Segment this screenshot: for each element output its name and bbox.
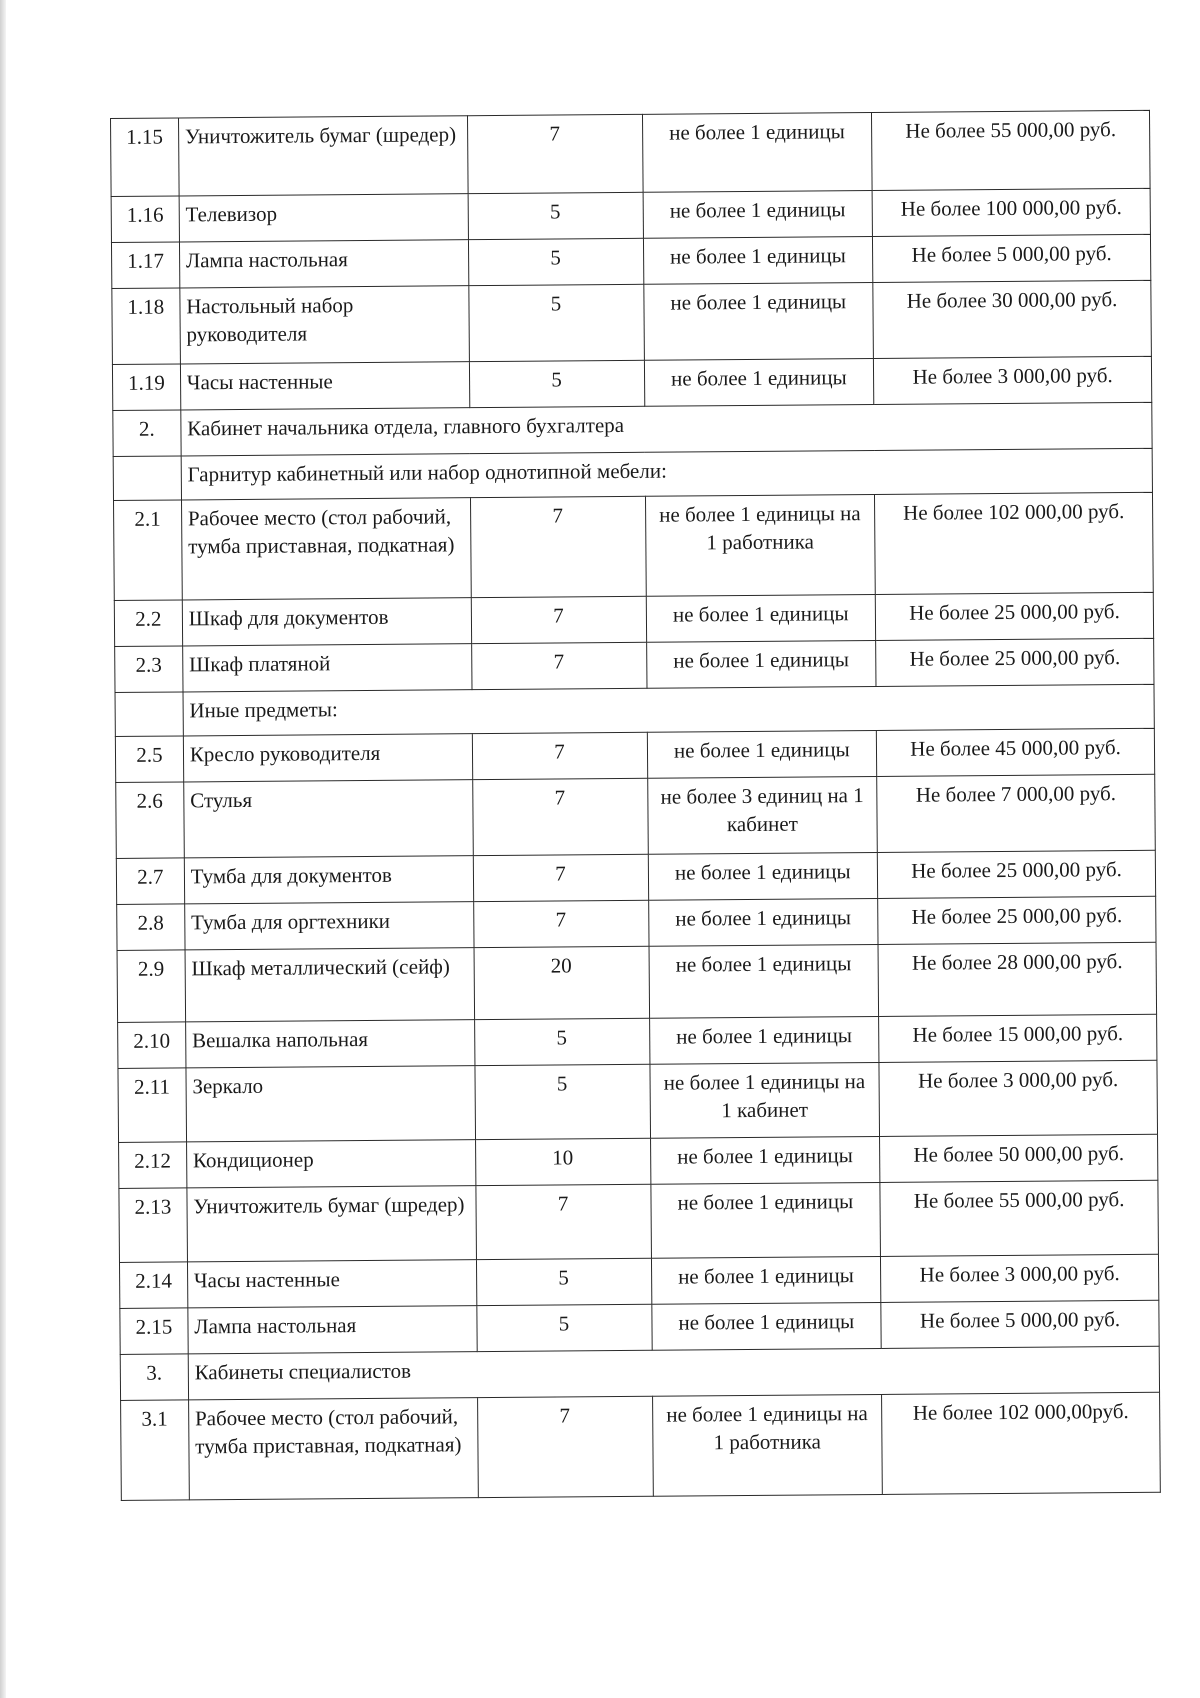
table-row	[118, 1060, 1158, 1142]
quantity-cell: не более 1 единицы	[651, 1256, 881, 1304]
quantity-cell: не более 1 единицы	[646, 641, 876, 689]
price-cell: Не более 45 000,00 руб.	[877, 728, 1155, 776]
price-cell: Не более 3 000,00 руб.	[879, 1060, 1157, 1136]
section-number-cell: 3.	[120, 1354, 188, 1401]
section-number-cell: 2.	[113, 410, 181, 457]
item-name-cell: Часы настенные	[187, 1260, 476, 1308]
table-row	[112, 356, 1151, 410]
price-cell: Не более 15 000,00 руб.	[879, 1014, 1157, 1062]
quantity-cell: не более 1 единицы	[644, 359, 874, 407]
service-years-cell: 7	[475, 1184, 651, 1259]
item-name-cell: Настольный набор руководителя	[180, 286, 469, 364]
table-row	[117, 942, 1157, 1022]
item-number-cell: 2.15	[120, 1308, 188, 1355]
item-number-cell: 3.1	[121, 1400, 190, 1501]
item-name-cell: Телевизор	[179, 194, 468, 242]
item-number-cell: 1.15	[111, 118, 179, 197]
item-name-cell: Шкаф металлический (сейф)	[185, 948, 474, 1022]
table-row	[121, 1392, 1161, 1500]
table-row	[117, 896, 1156, 950]
price-cell: Не более 102 000,00 руб.	[875, 492, 1154, 594]
table-row	[111, 234, 1150, 288]
section-row	[113, 402, 1152, 456]
item-name-cell: Зеркало	[186, 1066, 475, 1142]
service-years-cell: 5	[476, 1304, 651, 1351]
quantity-cell: не более 1 единицы	[643, 283, 873, 361]
table-row	[112, 280, 1152, 364]
price-cell: Не более 25 000,00 руб.	[875, 592, 1153, 640]
price-cell: Не более 7 000,00 руб.	[877, 774, 1155, 852]
table-row	[111, 188, 1150, 242]
price-cell: Не более 50 000,00 руб.	[880, 1134, 1158, 1182]
service-years-cell: 7	[472, 778, 648, 855]
price-cell: Не более 5 000,00 руб.	[881, 1300, 1159, 1348]
service-years-cell: 7	[471, 596, 646, 643]
service-years-cell: 5	[474, 1018, 649, 1065]
service-years-cell: 7	[472, 732, 647, 779]
item-name-cell: Лампа настольная	[188, 1306, 477, 1354]
item-number-cell: 2.8	[117, 904, 185, 951]
price-cell: Не более 3 000,00 руб.	[881, 1254, 1159, 1302]
quantity-cell: не более 1 единицы	[650, 1136, 880, 1184]
section-title-cell: Гарнитур кабинетный или набор однотипной мебели:	[181, 448, 1153, 500]
item-number-cell: 2.7	[116, 858, 184, 905]
service-years-cell: 7	[467, 114, 643, 193]
price-cell: Не более 25 000,00 руб.	[876, 638, 1154, 686]
item-number-cell: 1.19	[112, 364, 180, 411]
price-cell: Не более 55 000,00 руб.	[872, 110, 1150, 190]
service-years-cell: 7	[471, 642, 646, 689]
section-number-cell	[113, 456, 181, 501]
price-cell: Не более 25 000,00 руб.	[878, 896, 1156, 944]
table-row	[119, 1254, 1158, 1308]
service-years-cell: 7	[473, 900, 648, 947]
price-cell: Не более 30 000,00 руб.	[873, 280, 1151, 358]
quantity-cell: не более 1 единицы	[643, 237, 873, 285]
price-cell: Не более 100 000,00 руб.	[872, 188, 1150, 236]
item-number-cell: 2.5	[115, 736, 183, 783]
section-title-cell: Кабинет начальника отдела, главного бухгалтера	[181, 402, 1153, 456]
service-years-cell: 20	[474, 946, 650, 1019]
quantity-cell: не более 1 единицы	[651, 1302, 881, 1350]
quantity-cell: не более 1 единицы	[649, 944, 879, 1018]
item-name-cell: Кондиционер	[186, 1140, 475, 1188]
section-title-cell: Иные предметы:	[183, 684, 1155, 736]
price-cell: Не более 55 000,00 руб.	[880, 1180, 1158, 1256]
quantity-cell: не более 1 единицы	[648, 852, 878, 900]
service-years-cell: 5	[476, 1258, 651, 1305]
item-name-cell: Кресло руководителя	[183, 734, 472, 782]
quantity-cell: не более 1 единицы	[642, 113, 872, 193]
table-row	[115, 728, 1154, 782]
quantity-cell: не более 1 единицы	[646, 595, 876, 643]
section-title-cell: Кабинеты специалистов	[188, 1346, 1160, 1400]
table-row	[119, 1180, 1159, 1262]
quantity-cell: не более 1 единицы	[643, 191, 873, 239]
item-name-cell: Уничтожитель бумаг (шредер)	[178, 116, 467, 196]
item-number-cell: 2.11	[118, 1068, 186, 1143]
item-name-cell: Лампа настольная	[179, 240, 468, 288]
price-cell: Не более 102 000,00руб.	[882, 1392, 1161, 1494]
service-years-cell: 5	[468, 192, 643, 239]
item-name-cell: Шкаф для документов	[182, 598, 471, 646]
service-years-cell: 5	[474, 1064, 650, 1139]
quantity-cell: не более 3 единиц на 1 кабинет	[647, 776, 877, 854]
service-years-cell: 5	[468, 238, 643, 285]
quantity-cell: не более 1 единицы на 1 работника	[652, 1394, 882, 1496]
quantity-cell: не более 1 единицы	[648, 898, 878, 946]
section-row	[120, 1346, 1159, 1400]
item-number-cell: 2.13	[119, 1188, 187, 1263]
item-name-cell: Шкаф платяной	[182, 644, 471, 692]
service-years-cell: 5	[469, 360, 644, 407]
item-name-cell: Часы настенные	[180, 362, 469, 410]
table-row	[114, 592, 1153, 646]
item-name-cell: Вешалка напольная	[185, 1020, 474, 1068]
price-cell: Не более 25 000,00 руб.	[877, 850, 1155, 898]
table-row	[116, 774, 1156, 858]
item-number-cell: 1.16	[111, 196, 179, 243]
service-years-cell: 7	[470, 496, 646, 597]
service-years-cell: 7	[477, 1396, 653, 1497]
table-body	[111, 110, 1161, 1500]
price-cell: Не более 3 000,00 руб.	[874, 356, 1152, 404]
item-number-cell: 2.3	[115, 646, 183, 693]
item-number-cell: 2.10	[118, 1022, 186, 1069]
item-number-cell: 2.12	[119, 1142, 187, 1189]
item-name-cell: Уничтожитель бумаг (шредер)	[187, 1186, 476, 1262]
price-cell: Не более 5 000,00 руб.	[873, 234, 1151, 282]
table-row	[111, 110, 1151, 196]
scan-edge	[0, 0, 6, 1698]
price-cell: Не более 28 000,00 руб.	[878, 942, 1156, 1016]
table-row	[116, 850, 1155, 904]
quantity-cell: не более 1 единицы	[649, 1016, 879, 1064]
item-number-cell: 2.1	[114, 500, 183, 601]
table-row	[115, 638, 1154, 692]
quantity-cell: не более 1 единицы	[647, 730, 877, 778]
section-number-cell	[115, 692, 183, 737]
table-row	[120, 1300, 1159, 1354]
quantity-cell: не более 1 единицы на 1 кабинет	[649, 1062, 879, 1138]
table-row	[119, 1134, 1158, 1188]
service-years-cell: 5	[468, 284, 644, 361]
service-years-cell: 10	[475, 1138, 650, 1185]
quantity-cell: не более 1 единицы на 1 работника	[645, 495, 875, 597]
item-number-cell: 2.14	[119, 1262, 187, 1309]
table-row	[114, 492, 1154, 600]
item-number-cell: 1.18	[112, 288, 180, 365]
service-years-cell: 7	[473, 854, 648, 901]
item-number-cell: 2.9	[117, 950, 185, 1023]
item-name-cell: Тумба для документов	[184, 856, 473, 904]
item-name-cell: Тумба для оргтехники	[184, 902, 473, 950]
quantity-cell: не более 1 единицы	[650, 1182, 880, 1258]
item-name-cell: Стулья	[184, 780, 473, 858]
item-name-cell: Рабочее место (стол рабочий, тумба приставная, подкатная)	[181, 498, 470, 600]
furniture-norms-table	[110, 110, 1161, 1501]
table-row	[118, 1014, 1157, 1068]
item-number-cell: 1.17	[111, 242, 179, 289]
item-number-cell: 2.2	[114, 600, 182, 647]
item-name-cell: Рабочее место (стол рабочий, тумба приставная, подкатная)	[188, 1398, 477, 1500]
item-number-cell: 2.6	[116, 782, 184, 859]
